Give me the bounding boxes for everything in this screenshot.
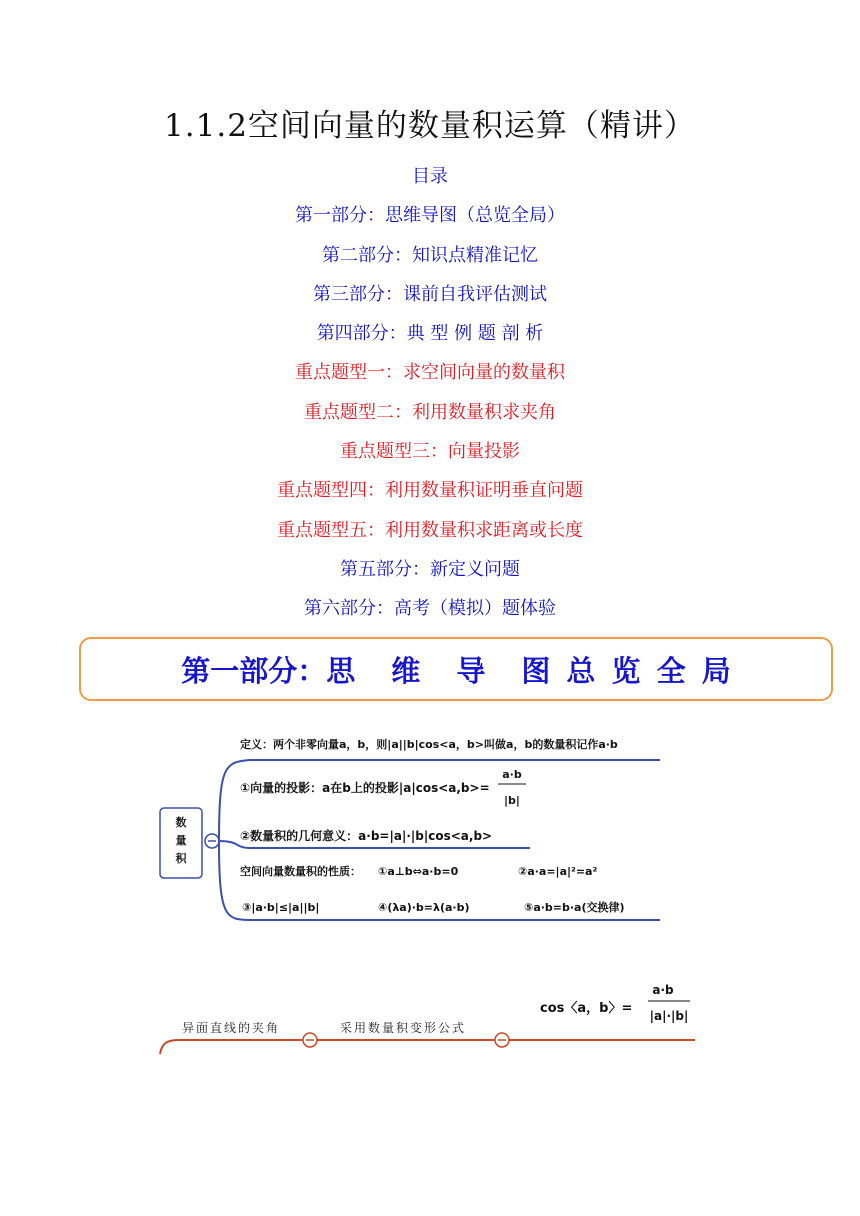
toc-item[interactable]: 第三部分：课前自我评估测试 <box>313 283 547 305</box>
table-of-contents <box>0 163 860 635</box>
mindmap-root-label: 数 <box>175 816 187 829</box>
banner-char: 导 <box>456 653 486 688</box>
banner-char: 维 <box>391 653 421 688</box>
mindmap-node-skew-lines: 异面直线的夹角 <box>182 1021 281 1035</box>
mindmap-skew-lines-angle <box>150 970 710 1070</box>
toc-item[interactable]: 第四部分：典 型 例 题 剖 析 <box>316 323 544 345</box>
property-2: ②a·a=|a|²=a² <box>518 865 598 878</box>
toc-item[interactable]: 重点题型三：向量投影 <box>340 441 520 463</box>
toc-item[interactable]: 重点题型一：求空间向量的数量积 <box>295 362 565 384</box>
cos-formula-num: a·b <box>652 983 674 997</box>
section-banner <box>79 637 833 701</box>
property-1: ①a⊥b⇔a·b=0 <box>378 865 459 878</box>
mindmap-node-formula: 采用数量积变形公式 <box>340 1021 467 1035</box>
svg-text:量: 量 <box>175 834 187 847</box>
banner-part: 第一部分： <box>181 653 327 688</box>
property-3: ③|a·b|≤|a||b| <box>242 901 320 914</box>
toc-item[interactable]: 第一部分：思维导图（总览全局） <box>295 205 565 227</box>
banner-char: 图 总 览 全 局 <box>521 653 731 688</box>
projection-text: ①向量的投影：a在b上的投影|a|cos<a,b>= <box>240 781 490 795</box>
properties-label: 空间向量数量积的性质： <box>240 865 361 878</box>
toc-item[interactable]: 第五部分：新定义问题 <box>340 558 520 580</box>
property-5: ⑤a·b=b·a(交换律) <box>524 901 625 914</box>
property-4: ④(λa)·b=λ(a·b) <box>378 901 470 914</box>
mindmap-branch <box>160 1040 695 1054</box>
definition-text: 定义：两个非零向量a，b，则|a||b|cos<a，b>叫做a，b的数量积记作a·b <box>240 738 618 751</box>
cos-formula-den: |a|·|b| <box>649 1009 689 1023</box>
projection-fraction-den: |b| <box>504 794 520 807</box>
svg-text:积: 积 <box>175 852 187 865</box>
toc-item[interactable]: 重点题型五：利用数量积求距离或长度 <box>277 519 583 541</box>
toc-item[interactable]: 第六部分：高考（模拟）题体验 <box>304 598 556 620</box>
toc-item[interactable]: 重点题型二：利用数量积求夹角 <box>304 401 556 423</box>
banner-char: 思 <box>326 653 356 688</box>
projection-fraction-num: a·b <box>502 768 522 781</box>
toc-item[interactable]: 重点题型四：利用数量积证明垂直问题 <box>277 480 583 502</box>
geometric-meaning-text: ②数量积的几何意义：a·b=|a|·|b|cos<a,b> <box>240 829 493 843</box>
toc-heading: 目录 <box>412 166 448 187</box>
mindmap-vector-dot-product <box>150 720 670 930</box>
cos-formula-left: cos〈a，b〉= <box>540 1001 633 1016</box>
toc-item[interactable]: 第二部分：知识点精准记忆 <box>322 244 538 266</box>
page-title: 1.1.2空间向量的数量积运算（精讲） <box>164 108 696 144</box>
